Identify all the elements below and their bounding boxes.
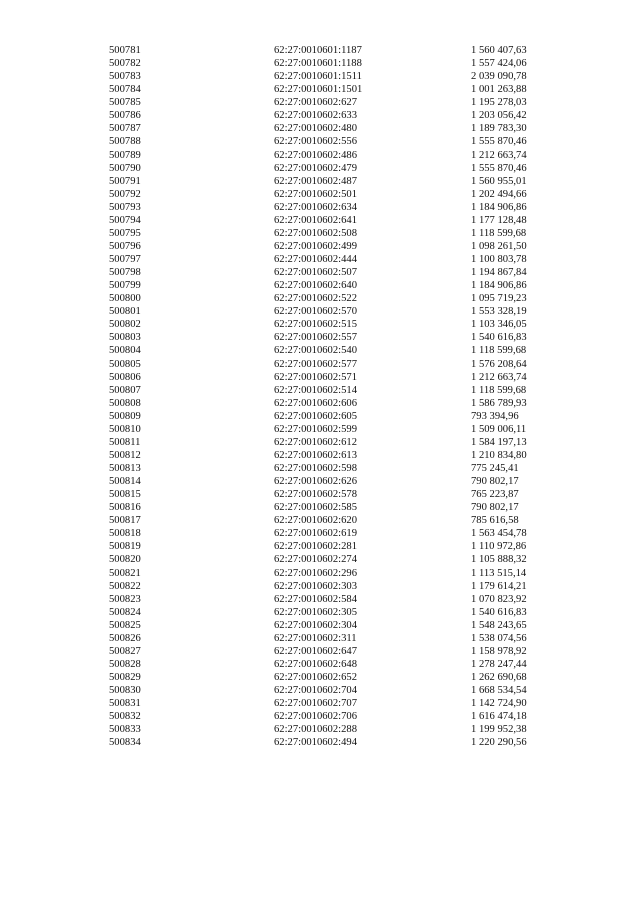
table-body (109, 44, 561, 749)
row-number: 500783 (109, 71, 141, 83)
row-number: 500834 (109, 737, 141, 749)
cadastral-number: 62:27:0010602:627 (274, 97, 357, 109)
table-row (109, 266, 561, 279)
cadastral-number: 62:27:0010602:274 (274, 554, 357, 566)
table-row (109, 553, 561, 566)
cadastral-number: 62:27:0010602:557 (274, 332, 357, 344)
row-number: 500781 (109, 45, 141, 56)
table-row (109, 292, 561, 305)
table-row (109, 135, 561, 148)
cadastral-number: 62:27:0010602:507 (274, 267, 357, 279)
cadastral-value: 1 118 599,68 (471, 227, 527, 239)
cadastral-value: 1 001 263,88 (471, 84, 527, 96)
row-number: 500804 (109, 345, 141, 357)
row-number: 500788 (109, 136, 141, 148)
row-number: 500828 (109, 658, 141, 670)
cadastral-number: 62:27:0010602:571 (274, 371, 357, 383)
table-row (109, 488, 561, 501)
cadastral-value: 1 142 724,90 (471, 698, 527, 710)
table-row (109, 344, 561, 357)
row-number: 500809 (109, 410, 141, 422)
cadastral-value: 1 118 599,68 (471, 345, 527, 357)
table-row (109, 410, 561, 423)
cadastral-number: 62:27:0010602:584 (274, 593, 357, 605)
cadastral-number: 62:27:0010602:487 (274, 175, 357, 187)
cadastral-number: 62:27:0010602:634 (274, 201, 357, 213)
cadastral-value: 1 555 870,46 (471, 162, 527, 174)
row-number: 500814 (109, 476, 141, 488)
table-row (109, 593, 561, 606)
row-number: 500786 (109, 110, 141, 122)
row-number: 500822 (109, 580, 141, 592)
cadastral-number: 62:27:0010602:281 (274, 541, 357, 553)
cadastral-number: 62:27:0010602:704 (274, 685, 357, 697)
cadastral-number: 62:27:0010602:578 (274, 489, 357, 501)
cadastral-value: 1 100 803,78 (471, 254, 527, 265)
cadastral-value: 1 070 823,92 (471, 593, 527, 605)
row-number: 500795 (109, 227, 141, 239)
cadastral-value: 1 538 074,56 (471, 632, 527, 644)
cadastral-value: 1 098 261,50 (471, 240, 527, 252)
cadastral-number: 62:27:0010602:706 (274, 711, 357, 723)
cadastral-value: 1 560 955,01 (471, 175, 527, 187)
cadastral-value: 1 540 616,83 (471, 332, 527, 344)
cadastral-value: 1 668 534,54 (471, 685, 527, 697)
table-row (109, 240, 561, 253)
cadastral-number: 62:27:0010602:444 (274, 254, 357, 265)
cadastral-number: 62:27:0010602:288 (274, 724, 357, 736)
cadastral-number: 62:27:0010602:606 (274, 397, 357, 409)
table-row (109, 162, 561, 175)
row-number: 500823 (109, 593, 141, 605)
row-number: 500820 (109, 554, 141, 566)
row-number: 500813 (109, 463, 141, 474)
cadastral-value: 775 245,41 (471, 463, 519, 474)
cadastral-value: 1 548 243,65 (471, 619, 527, 631)
table-row (109, 436, 561, 449)
cadastral-number: 62:27:0010602:556 (274, 136, 357, 148)
row-number: 500799 (109, 280, 141, 292)
table-row (109, 527, 561, 540)
row-number: 500812 (109, 449, 141, 461)
row-number: 500824 (109, 606, 141, 618)
cadastral-number: 62:27:0010602:647 (274, 645, 357, 657)
row-number: 500791 (109, 175, 141, 187)
table-row (109, 227, 561, 240)
table-row (109, 70, 561, 83)
cadastral-number: 62:27:0010602:480 (274, 123, 357, 135)
row-number: 500821 (109, 567, 141, 579)
cadastral-number: 62:27:0010602:648 (274, 658, 357, 670)
cadastral-value: 1 616 474,18 (471, 711, 527, 723)
row-number: 500816 (109, 502, 141, 514)
table-row (109, 723, 561, 736)
cadastral-value: 1 194 867,84 (471, 267, 527, 279)
cadastral-value: 1 184 906,86 (471, 280, 527, 292)
cadastral-number: 62:27:0010601:1188 (274, 58, 362, 70)
cadastral-number: 62:27:0010602:540 (274, 345, 357, 357)
cadastral-value: 1 195 278,03 (471, 97, 527, 109)
cadastral-value: 1 103 346,05 (471, 319, 527, 331)
table-row (109, 279, 561, 292)
cadastral-number: 62:27:0010602:486 (274, 149, 357, 161)
table-row (109, 253, 561, 266)
cadastral-number: 62:27:0010602:501 (274, 188, 357, 200)
row-number: 500811 (109, 436, 141, 448)
row-number: 500826 (109, 632, 141, 644)
row-number: 500815 (109, 489, 141, 501)
table-row (109, 423, 561, 436)
cadastral-number: 62:27:0010602:570 (274, 306, 357, 318)
cadastral-number: 62:27:0010602:707 (274, 698, 357, 710)
table-row (109, 710, 561, 723)
row-number: 500830 (109, 685, 141, 697)
cadastral-value: 1 199 952,38 (471, 724, 527, 736)
table-row (109, 57, 561, 70)
cadastral-number: 62:27:0010602:494 (274, 737, 357, 749)
row-number: 500787 (109, 123, 141, 135)
cadastral-number: 62:27:0010602:522 (274, 293, 357, 305)
cadastral-value: 1 110 972,86 (471, 541, 527, 553)
row-number: 500806 (109, 371, 141, 383)
cadastral-number: 62:27:0010602:499 (274, 240, 357, 252)
cadastral-value: 1 113 515,14 (471, 567, 527, 579)
row-number: 500803 (109, 332, 141, 344)
table-row (109, 201, 561, 214)
table-row (109, 462, 561, 475)
cadastral-number: 62:27:0010602:585 (274, 502, 357, 514)
table-row (109, 384, 561, 397)
row-number: 500807 (109, 384, 141, 396)
row-number: 500801 (109, 306, 141, 318)
table-row (109, 619, 561, 632)
cadastral-value-table (109, 44, 561, 749)
table-row (109, 305, 561, 318)
table-row (109, 44, 561, 57)
table-row (109, 214, 561, 227)
table-row (109, 684, 561, 697)
table-row (109, 501, 561, 514)
table-row (109, 122, 561, 135)
row-number: 500796 (109, 240, 141, 252)
cadastral-number: 62:27:0010602:605 (274, 410, 357, 422)
row-number: 500797 (109, 254, 141, 265)
cadastral-number: 62:27:0010602:311 (274, 632, 357, 644)
table-row (109, 671, 561, 684)
cadastral-value: 1 563 454,78 (471, 528, 527, 540)
table-row (109, 96, 561, 109)
cadastral-value: 1 203 056,42 (471, 110, 527, 122)
cadastral-value: 790 802,17 (471, 502, 519, 514)
cadastral-number: 62:27:0010602:626 (274, 476, 357, 488)
cadastral-value: 790 802,17 (471, 476, 519, 488)
cadastral-value: 1 184 906,86 (471, 201, 527, 213)
cadastral-number: 62:27:0010602:304 (274, 619, 357, 631)
cadastral-value: 1 586 789,93 (471, 397, 527, 409)
table-row (109, 318, 561, 331)
table-row (109, 632, 561, 645)
row-number: 500789 (109, 149, 141, 161)
row-number: 500825 (109, 619, 141, 631)
table-row (109, 567, 561, 580)
row-number: 500792 (109, 188, 141, 200)
row-number: 500785 (109, 97, 141, 109)
cadastral-value: 1 553 328,19 (471, 306, 527, 318)
cadastral-number: 62:27:0010602:641 (274, 214, 357, 226)
cadastral-value: 1 105 888,32 (471, 554, 527, 566)
table-row (109, 697, 561, 710)
cadastral-value: 1 560 407,63 (471, 45, 527, 56)
table-row (109, 397, 561, 410)
table-row (109, 371, 561, 384)
cadastral-number: 62:27:0010602:633 (274, 110, 357, 122)
table-row (109, 449, 561, 462)
cadastral-value: 1 158 978,92 (471, 645, 527, 657)
cadastral-number: 62:27:0010602:577 (274, 358, 357, 370)
cadastral-number: 62:27:0010602:514 (274, 384, 357, 396)
cadastral-number: 62:27:0010602:652 (274, 672, 357, 683)
table-row (109, 514, 561, 527)
cadastral-value: 1 118 599,68 (471, 384, 527, 396)
cadastral-value: 2 039 090,78 (471, 71, 527, 83)
table-row (109, 83, 561, 96)
row-number: 500784 (109, 84, 141, 96)
cadastral-number: 62:27:0010602:613 (274, 449, 357, 461)
table-row (109, 175, 561, 188)
cadastral-number: 62:27:0010602:619 (274, 528, 357, 540)
cadastral-number: 62:27:0010602:296 (274, 567, 357, 579)
row-number: 500802 (109, 319, 141, 331)
cadastral-number: 62:27:0010601:1187 (274, 45, 362, 56)
row-number: 500818 (109, 528, 141, 540)
cadastral-value: 1 576 208,64 (471, 358, 527, 370)
cadastral-number: 62:27:0010601:1511 (274, 71, 362, 83)
cadastral-number: 62:27:0010602:479 (274, 162, 357, 174)
cadastral-value: 1 278 247,44 (471, 658, 527, 670)
row-number: 500829 (109, 672, 141, 683)
row-number: 500810 (109, 423, 141, 435)
row-number: 500793 (109, 201, 141, 213)
cadastral-number: 62:27:0010602:620 (274, 515, 357, 527)
row-number: 500819 (109, 541, 141, 553)
cadastral-value: 1 212 663,74 (471, 371, 527, 383)
table-row (109, 358, 561, 371)
cadastral-number: 62:27:0010601:1501 (274, 84, 363, 96)
table-row (109, 540, 561, 553)
cadastral-value: 765 223,87 (471, 489, 519, 501)
cadastral-value: 1 189 783,30 (471, 123, 527, 135)
row-number: 500794 (109, 214, 141, 226)
table-row (109, 645, 561, 658)
table-row (109, 149, 561, 162)
cadastral-number: 62:27:0010602:598 (274, 463, 357, 474)
cadastral-number: 62:27:0010602:515 (274, 319, 357, 331)
cadastral-number: 62:27:0010602:612 (274, 436, 357, 448)
cadastral-value: 1 540 616,83 (471, 606, 527, 618)
row-number: 500782 (109, 58, 141, 70)
cadastral-value: 793 394,96 (471, 410, 519, 422)
cadastral-value: 785 616,58 (471, 515, 519, 527)
row-number: 500805 (109, 358, 141, 370)
cadastral-number: 62:27:0010602:599 (274, 423, 357, 435)
row-number: 500817 (109, 515, 141, 527)
cadastral-number: 62:27:0010602:305 (274, 606, 357, 618)
table-row (109, 331, 561, 344)
row-number: 500800 (109, 293, 141, 305)
cadastral-value: 1 584 197,13 (471, 436, 527, 448)
cadastral-value: 1 220 290,56 (471, 737, 527, 749)
table-row (109, 658, 561, 671)
table-row (109, 475, 561, 488)
row-number: 500827 (109, 645, 141, 657)
cadastral-number: 62:27:0010602:303 (274, 580, 357, 592)
cadastral-value: 1 179 614,21 (471, 580, 527, 592)
cadastral-number: 62:27:0010602:508 (274, 227, 357, 239)
table-row (109, 736, 561, 749)
row-number: 500798 (109, 267, 141, 279)
cadastral-value: 1 202 494,66 (471, 188, 527, 200)
cadastral-value: 1 210 834,80 (471, 449, 527, 461)
row-number: 500833 (109, 724, 141, 736)
cadastral-value: 1 095 719,23 (471, 293, 527, 305)
table-row (109, 188, 561, 201)
table-row (109, 606, 561, 619)
cadastral-value: 1 557 424,06 (471, 58, 527, 70)
cadastral-value: 1 509 006,11 (471, 423, 527, 435)
cadastral-value: 1 212 663,74 (471, 149, 527, 161)
table-row (109, 109, 561, 122)
table-row (109, 580, 561, 593)
cadastral-number: 62:27:0010602:640 (274, 280, 357, 292)
cadastral-value: 1 177 128,48 (471, 214, 527, 226)
row-number: 500832 (109, 711, 141, 723)
row-number: 500831 (109, 698, 141, 710)
cadastral-value: 1 262 690,68 (471, 672, 527, 683)
row-number: 500790 (109, 162, 141, 174)
cadastral-value: 1 555 870,46 (471, 136, 527, 148)
row-number: 500808 (109, 397, 141, 409)
